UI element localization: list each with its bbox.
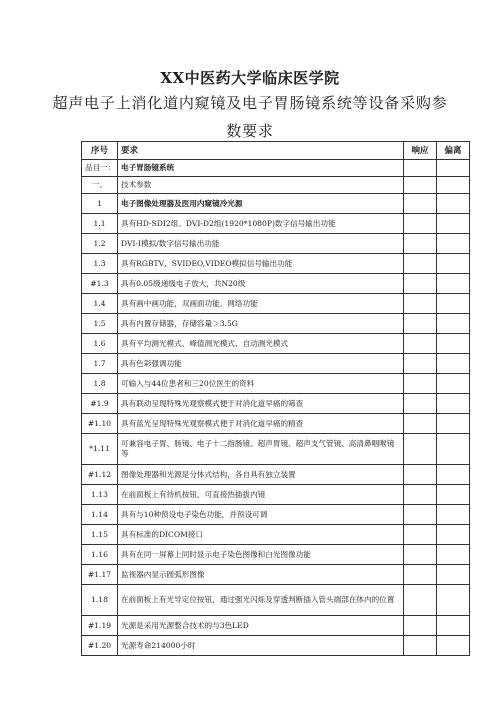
row-requirement: 电子胃肠镜系统 — [118, 160, 404, 177]
row-deviation-cell[interactable] — [437, 434, 470, 465]
row-response-cell[interactable] — [404, 525, 437, 545]
table-row — [82, 194, 470, 214]
row-deviation-cell[interactable] — [437, 636, 470, 656]
table-row — [82, 274, 470, 294]
row-response-cell[interactable] — [404, 505, 437, 525]
row-requirement: 光源寿命214000小时 — [118, 636, 404, 656]
row-requirement: 具有蓝光呈现特殊光观察模式便于对消化道早癌的精查 — [118, 414, 404, 434]
row-deviation-cell[interactable] — [437, 616, 470, 636]
table-row — [82, 414, 470, 434]
row-response-cell[interactable] — [404, 194, 437, 214]
row-response-cell[interactable] — [404, 214, 437, 234]
row-requirement: 具有联动呈现特殊光观察模式便于对消化道早癌的筛查 — [118, 394, 404, 414]
table-row — [82, 234, 470, 254]
row-serial: 1.5 — [82, 314, 118, 334]
row-requirement: 监视器内显示圆弧形图像 — [118, 565, 404, 585]
row-serial: #1.19 — [82, 616, 118, 636]
row-response-cell[interactable] — [404, 314, 437, 334]
row-requirement: 具有RGBTV、SVIDEO,VIDEO模拟信号输出功能 — [118, 254, 404, 274]
row-serial: 一、 — [82, 177, 118, 194]
table-row — [82, 565, 470, 585]
row-serial: 1.7 — [82, 354, 118, 374]
table-body — [82, 160, 470, 656]
row-deviation-cell[interactable] — [437, 374, 470, 394]
header-requirement: 要求 — [118, 142, 404, 160]
row-serial: #1.12 — [82, 465, 118, 485]
table-row — [82, 177, 470, 194]
row-serial: #1.17 — [82, 565, 118, 585]
document-title: XX中医药大学临床医学院 — [160, 69, 340, 87]
table-row — [82, 294, 470, 314]
row-deviation-cell[interactable] — [437, 194, 470, 214]
row-deviation-cell[interactable] — [437, 234, 470, 254]
row-requirement: 具有色彩强调功能 — [118, 354, 404, 374]
row-response-cell[interactable] — [404, 354, 437, 374]
table-row — [82, 394, 470, 414]
row-response-cell[interactable] — [404, 616, 437, 636]
row-response-cell[interactable] — [404, 485, 437, 505]
row-serial: 1.4 — [82, 294, 118, 314]
requirements-table — [81, 141, 470, 656]
row-requirement: 具有内置存储器，存储容量＞3.5G — [118, 314, 404, 334]
row-serial: 1 — [82, 194, 118, 214]
table-row — [82, 545, 470, 565]
row-serial: #1.3 — [82, 274, 118, 294]
table-header-row — [82, 142, 470, 160]
row-requirement: 电子图像处理器及医用内窥镜冷光源 — [118, 194, 404, 214]
row-deviation-cell[interactable] — [437, 565, 470, 585]
row-serial: 1.8 — [82, 374, 118, 394]
row-deviation-cell[interactable] — [437, 254, 470, 274]
row-deviation-cell[interactable] — [437, 334, 470, 354]
row-requirement: 具有在同一屏幕上同时显示电子染色图像和白光图像功能 — [118, 545, 404, 565]
row-requirement: 具有0.05级递级电子放大，共N20级 — [118, 274, 404, 294]
row-deviation-cell[interactable] — [437, 585, 470, 616]
row-deviation-cell[interactable] — [437, 505, 470, 525]
row-serial: #1.9 — [82, 394, 118, 414]
row-serial: 1.14 — [82, 505, 118, 525]
row-deviation-cell[interactable] — [437, 525, 470, 545]
table-row — [82, 505, 470, 525]
row-serial: 1.18 — [82, 585, 118, 616]
row-response-cell[interactable] — [404, 160, 437, 177]
row-deviation-cell[interactable] — [437, 314, 470, 334]
row-response-cell[interactable] — [404, 434, 437, 465]
row-requirement: 具有与10种预设电子染色功能，并预设可调 — [118, 505, 404, 525]
row-requirement: 具有画中画功能，双画面功能，网络功能 — [118, 294, 404, 314]
row-response-cell[interactable] — [404, 234, 437, 254]
row-deviation-cell[interactable] — [437, 177, 470, 194]
row-response-cell[interactable] — [404, 394, 437, 414]
header-serial: 序号 — [82, 142, 118, 160]
row-serial: 品目一： — [82, 160, 118, 177]
header-deviation: 偏离 — [437, 142, 470, 160]
row-requirement: 具有标准的DICOM接口 — [118, 525, 404, 545]
row-serial: 1.3 — [82, 254, 118, 274]
row-serial: 1.13 — [82, 485, 118, 505]
row-requirement: 可兼容电子胃、肠镜、电子十二指肠镜、超声胃镜、超声支气管镜、高清鼻咽喉镜等 — [118, 434, 404, 465]
row-response-cell[interactable] — [404, 545, 437, 565]
table-row — [82, 214, 470, 234]
row-deviation-cell[interactable] — [437, 294, 470, 314]
document-subtitle-line1: 超声电子上消化道内窥镜及电子胃肠镜系统等设备采购参 — [52, 94, 448, 112]
row-requirement: 具有平均测光模式、峰值测光模式、自动测光模式 — [118, 334, 404, 354]
header-response: 响应 — [404, 142, 437, 160]
row-requirement: 光源是采用光源整合技术的与3色LED — [118, 616, 404, 636]
row-response-cell[interactable] — [404, 465, 437, 485]
row-deviation-cell[interactable] — [437, 214, 470, 234]
table-row — [82, 354, 470, 374]
row-deviation-cell[interactable] — [437, 545, 470, 565]
table-row — [82, 636, 470, 656]
row-requirement: 技术参数 — [118, 177, 404, 194]
row-response-cell[interactable] — [404, 334, 437, 354]
row-response-cell[interactable] — [404, 414, 437, 434]
table-row — [82, 525, 470, 545]
row-requirement: 具有HD-SDI2组、DVI-D2组(1920*1080P)数字信号输出功能 — [118, 214, 404, 234]
row-deviation-cell[interactable] — [437, 465, 470, 485]
row-serial: *1.11 — [82, 434, 118, 465]
row-deviation-cell[interactable] — [437, 274, 470, 294]
table-row — [82, 585, 470, 616]
document-subtitle-line2: 数要求 — [226, 122, 274, 140]
table-row — [82, 465, 470, 485]
table-row — [82, 160, 470, 177]
row-response-cell[interactable] — [404, 254, 437, 274]
row-deviation-cell[interactable] — [437, 354, 470, 374]
row-deviation-cell[interactable] — [437, 485, 470, 505]
row-serial: 1.16 — [82, 545, 118, 565]
row-serial: 1.2 — [82, 234, 118, 254]
row-response-cell[interactable] — [404, 177, 437, 194]
row-serial: 1.15 — [82, 525, 118, 545]
table-row — [82, 314, 470, 334]
table-row — [82, 254, 470, 274]
row-serial: 1.6 — [82, 334, 118, 354]
row-requirement: 在前面板上有光导定位按钮，通过强光闪烁及穿透判断插入管头端部在体内的位置 — [118, 585, 404, 616]
table-row — [82, 616, 470, 636]
table-row — [82, 374, 470, 394]
table-row — [82, 434, 470, 465]
row-requirement: 可输入与44位患者和三20位医生的资料 — [118, 374, 404, 394]
row-serial: #1.10 — [82, 414, 118, 434]
row-requirement: 在前面板上有待机按钮，可直接热插拔内镜 — [118, 485, 404, 505]
row-deviation-cell[interactable] — [437, 160, 470, 177]
row-response-cell[interactable] — [404, 294, 437, 314]
table-row — [82, 334, 470, 354]
row-requirement: 图像处理器和光源是分体式结构，各自具有独立装置 — [118, 465, 404, 485]
row-serial: 1.1 — [82, 214, 118, 234]
row-requirement: DVI-I模拟/数字信号输出功能 — [118, 234, 404, 254]
row-deviation-cell[interactable] — [437, 414, 470, 434]
row-deviation-cell[interactable] — [437, 394, 470, 414]
row-serial: #1.20 — [82, 636, 118, 656]
row-response-cell[interactable] — [404, 565, 437, 585]
row-response-cell[interactable] — [404, 274, 437, 294]
table-row — [82, 485, 470, 505]
row-response-cell[interactable] — [404, 374, 437, 394]
row-response-cell[interactable] — [404, 636, 437, 656]
row-response-cell[interactable] — [404, 585, 437, 616]
